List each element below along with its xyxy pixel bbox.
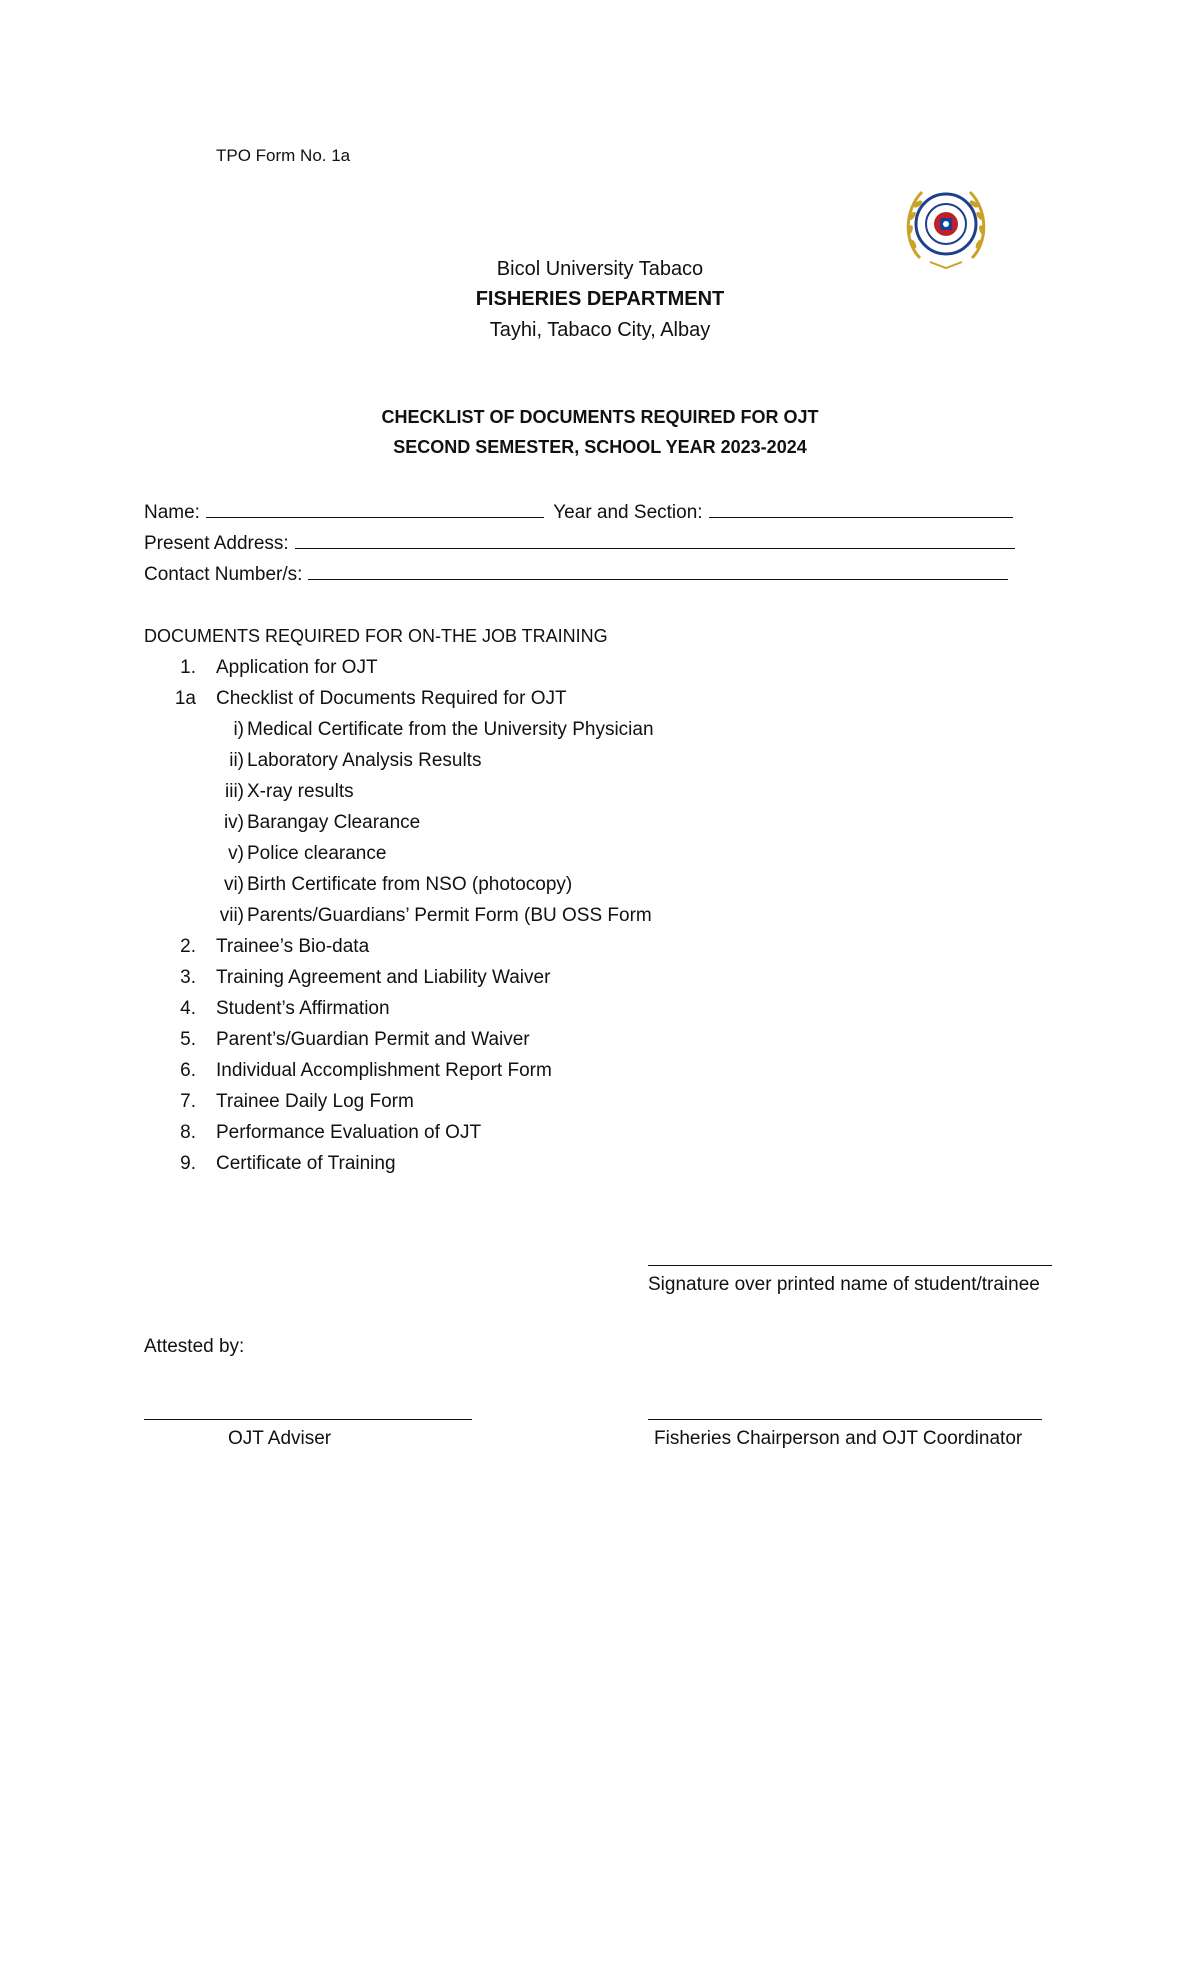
year-section-input-line[interactable] bbox=[709, 499, 1013, 518]
department-name: FISHERIES DEPARTMENT bbox=[475, 288, 725, 310]
student-signature-caption: Signature over printed name of student/trainee bbox=[648, 1274, 1040, 1295]
name-label: Name: bbox=[144, 502, 200, 523]
list-item-text: Trainee Daily Log Form bbox=[216, 1091, 414, 1112]
list-item-text: Birth Certificate from NSO (photocopy) bbox=[247, 874, 573, 895]
list-item-text: Individual Accomplishment Report Form bbox=[216, 1060, 552, 1081]
year-section-label: Year and Section: bbox=[553, 502, 703, 523]
contact-number-input-line[interactable] bbox=[308, 561, 1008, 580]
contact-field-row bbox=[144, 561, 1008, 586]
list-item-text: X-ray results bbox=[247, 781, 354, 802]
list-item-number: 1. bbox=[180, 657, 196, 678]
list-item-text: Medical Certificate from the University Physician bbox=[247, 719, 654, 740]
present-address-label: Present Address: bbox=[144, 533, 289, 554]
present-address-input-line[interactable] bbox=[295, 530, 1015, 549]
list-item-text: Application for OJT bbox=[216, 657, 378, 678]
list-item-text: Parent’s/Guardian Permit and Waiver bbox=[216, 1029, 530, 1050]
list-item-number: iii) bbox=[225, 781, 244, 802]
list-item-number: ii) bbox=[229, 750, 244, 771]
contact-number-label: Contact Number/s: bbox=[144, 564, 303, 585]
list-item-number: 7. bbox=[180, 1091, 196, 1112]
list-item-number: 3. bbox=[180, 967, 196, 988]
address-field-row bbox=[144, 530, 1015, 555]
adviser-signature-line[interactable] bbox=[144, 1419, 472, 1420]
list-item-text: Police clearance bbox=[247, 843, 387, 864]
university-name: Bicol University Tabaco bbox=[496, 258, 704, 280]
list-item-number: 6. bbox=[180, 1060, 196, 1081]
list-item-number: 1a bbox=[174, 688, 196, 709]
adviser-caption: OJT Adviser bbox=[228, 1428, 332, 1449]
list-item-number: 8. bbox=[180, 1122, 196, 1143]
form-number: TPO Form No. 1a bbox=[216, 146, 351, 165]
list-item-text: Laboratory Analysis Results bbox=[247, 750, 482, 771]
list-item-number: vi) bbox=[223, 874, 244, 895]
coordinator-signature-line[interactable] bbox=[648, 1419, 1042, 1420]
list-item-text: Student’s Affirmation bbox=[216, 998, 390, 1019]
list-item-text: Certificate of Training bbox=[216, 1153, 396, 1174]
attested-by-label: Attested by: bbox=[144, 1336, 245, 1357]
list-item-text: Training Agreement and Liability Waiver bbox=[216, 967, 551, 988]
list-item-number: 5. bbox=[180, 1029, 196, 1050]
list-item-text: Checklist of Documents Required for OJT bbox=[216, 688, 567, 709]
list-item-number: i) bbox=[233, 719, 244, 740]
list-item-number: iv) bbox=[223, 812, 244, 833]
student-signature-line[interactable] bbox=[648, 1265, 1052, 1266]
list-item-number: v) bbox=[228, 843, 244, 864]
documents-heading: DOCUMENTS REQUIRED FOR ON-THE JOB TRAINING bbox=[144, 626, 608, 646]
form-subtitle: SECOND SEMESTER, SCHOOL YEAR 2023-2024 bbox=[393, 437, 807, 457]
list-item-number: vii) bbox=[219, 905, 244, 926]
form-title: CHECKLIST OF DOCUMENTS REQUIRED FOR OJT bbox=[381, 407, 819, 427]
list-item-text: Parents/Guardians’ Permit Form (BU OSS Form bbox=[247, 905, 652, 926]
name-field-row bbox=[144, 499, 1013, 524]
list-item-number: 4. bbox=[180, 998, 196, 1019]
list-item-text: Performance Evaluation of OJT bbox=[216, 1122, 482, 1143]
list-item-number: 2. bbox=[180, 936, 196, 957]
coordinator-caption: Fisheries Chairperson and OJT Coordinator bbox=[654, 1428, 1023, 1449]
university-address: Tayhi, Tabaco City, Albay bbox=[489, 319, 711, 341]
list-item-text: Barangay Clearance bbox=[247, 812, 421, 833]
list-item-number: 9. bbox=[180, 1153, 196, 1174]
list-item-text: Trainee’s Bio-data bbox=[216, 936, 370, 957]
name-input-line[interactable] bbox=[206, 499, 544, 518]
